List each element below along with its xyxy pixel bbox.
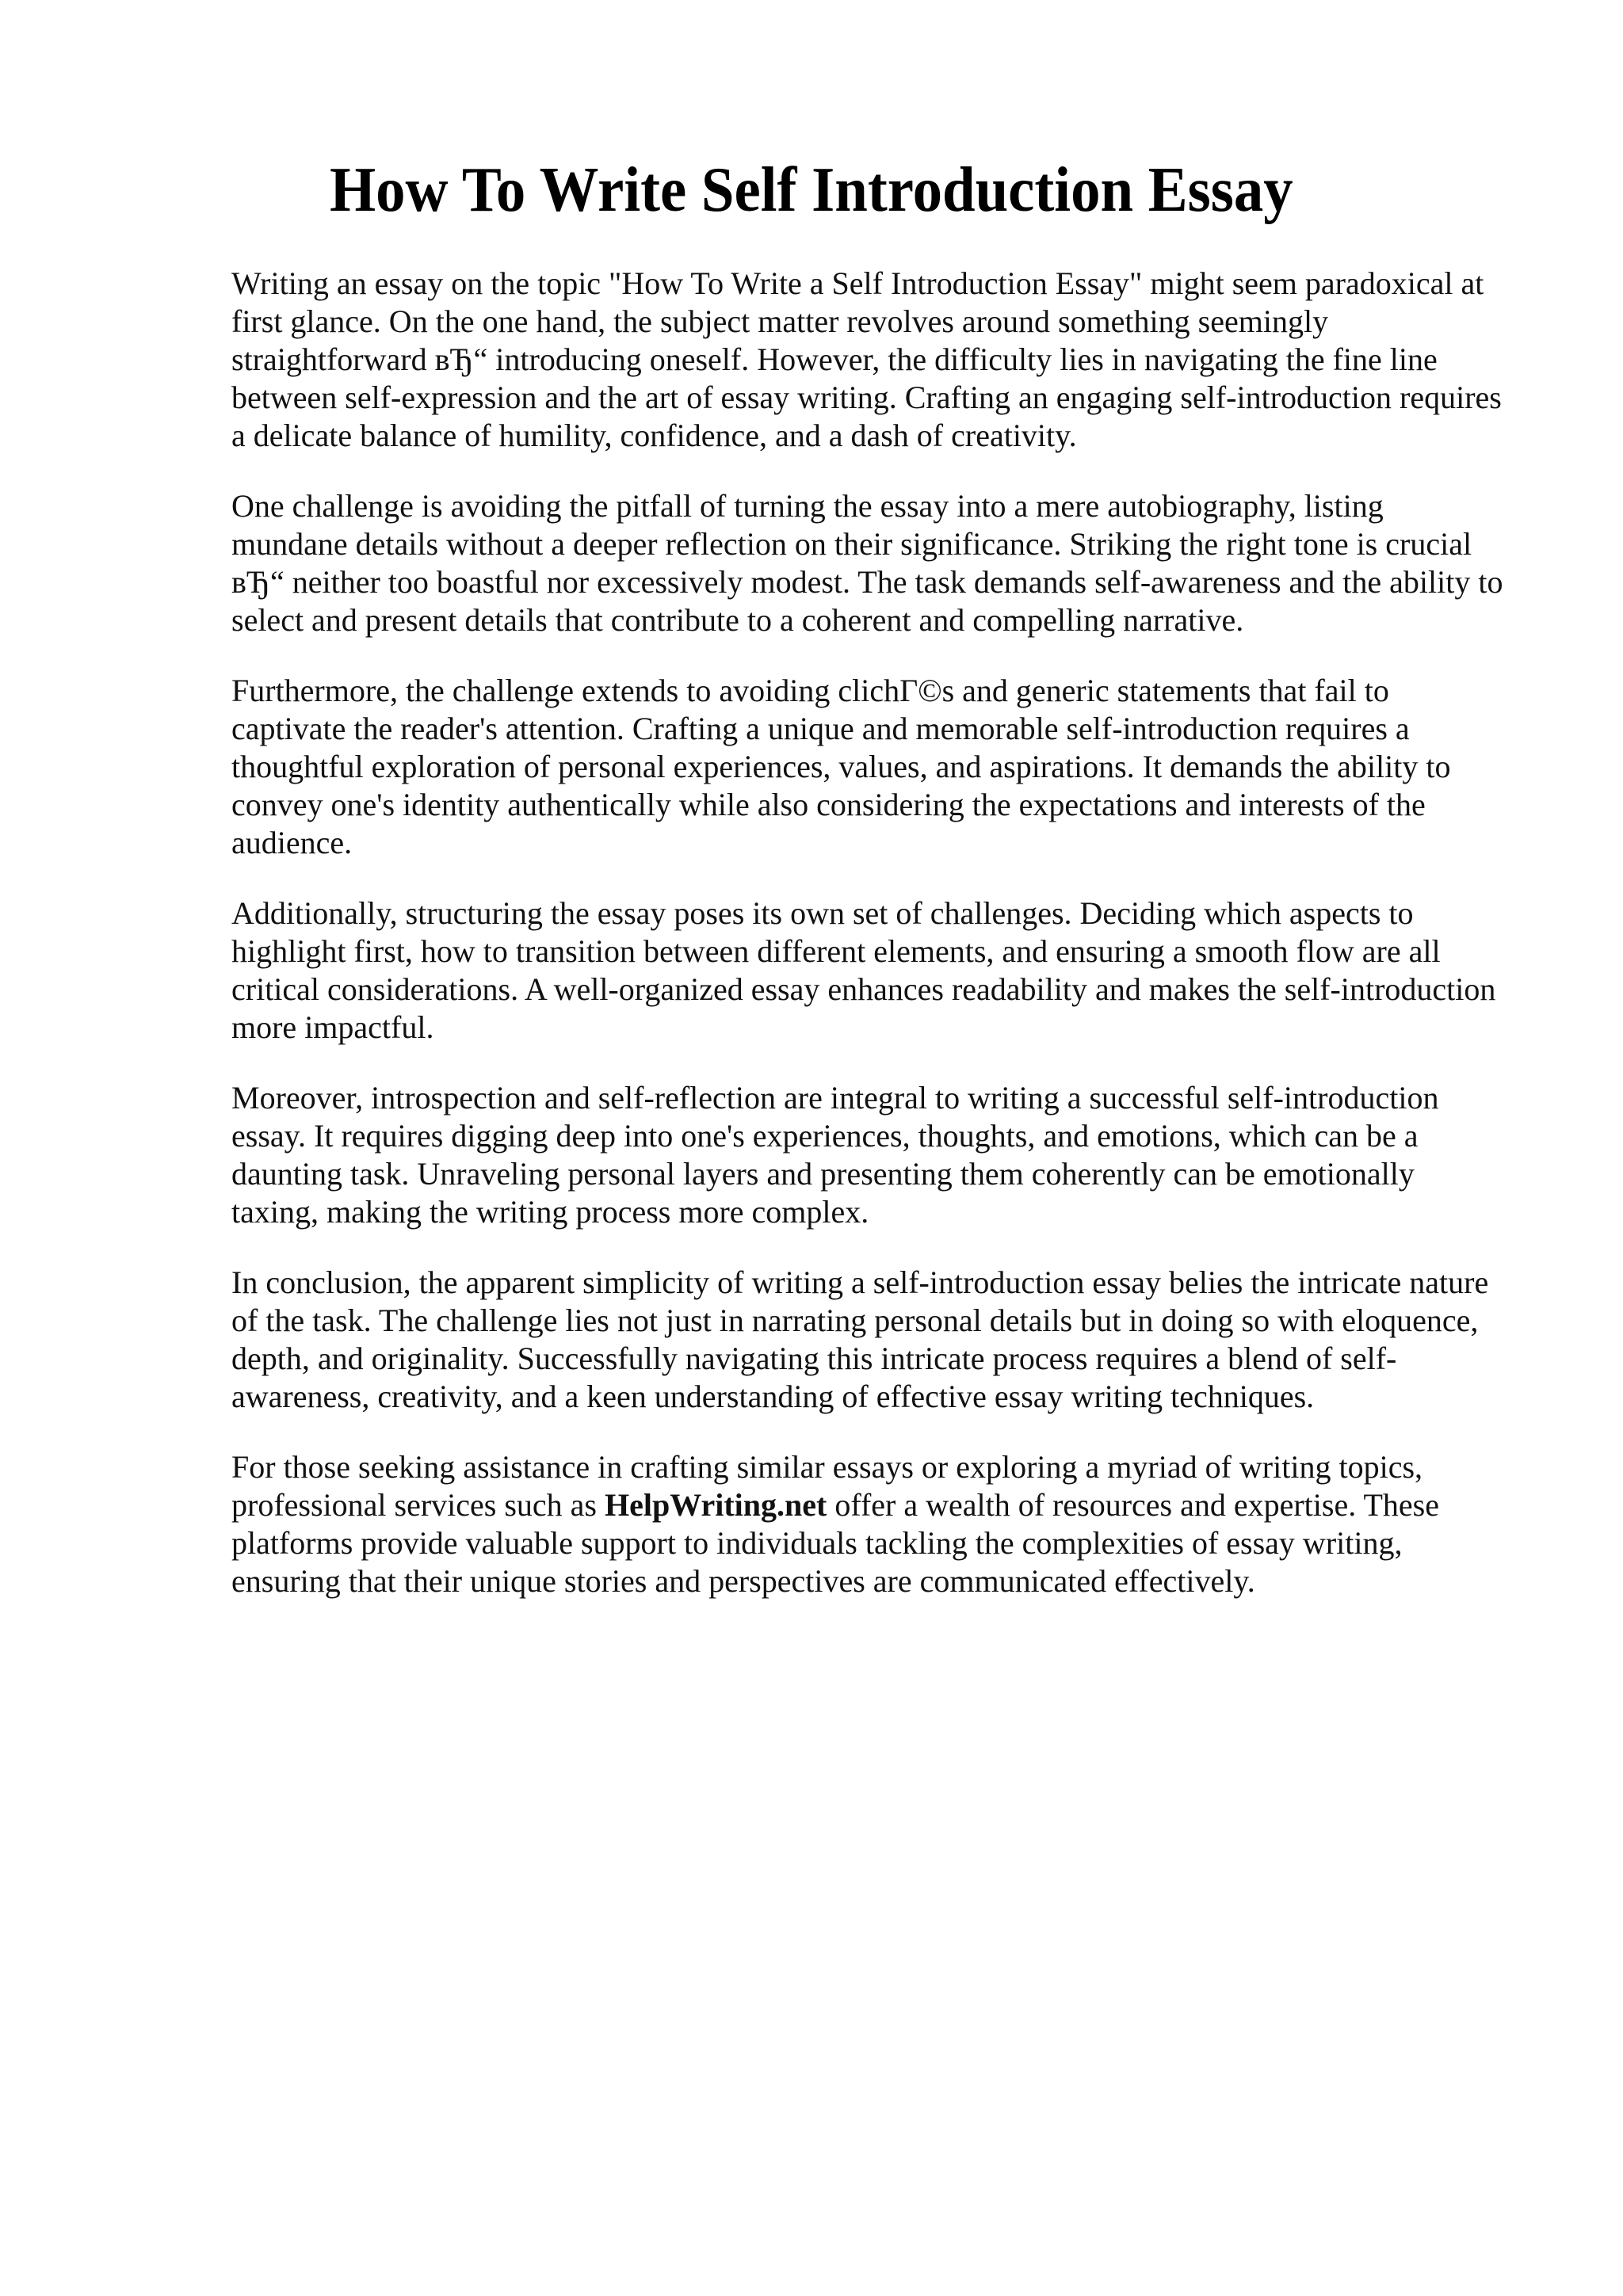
paragraph-2: One challenge is avoiding the pitfall of turning the essay into a mere autobiography, listing mundane details without a deeper reflection on their significance. Striking the right tone is crucial вЂ“ neither too boastful nor excessively modest. The task demands self-awareness and the ability to select and present details that contribute to a coherent and compelling narrative. [231, 488, 1503, 638]
paragraph-1: Writing an essay on the topic "How To Write a Self Introduction Essay" might seem paradoxical at first glance. On the one hand, the subject matter revolves around something seemingly straightforward вЂ“ introducing oneself. However, the difficulty lies in navigating the fine line between self-expression and the art of essay writing. Crafting an engaging self-introduction requires a delicate balance of humility, confidence, and a dash of creativity. [231, 265, 1502, 453]
paragraph-4: Additionally, structuring the essay poses its own set of challenges. Deciding which aspects to highlight first, how to transition between different elements, and ensuring a smooth flow are all critical considerations. A well-organized essay enhances readability and makes the self-introduction more impactful. [231, 895, 1496, 1045]
paragraph-5: Moreover, introspection and self-reflection are integral to writing a successful self-introduction essay. It requires digging deep into one's experiences, thoughts, and emotions, which can be a daunting task. Unraveling personal layers and presenting them coherently can be emotionally taxing, making the writing process more complex. [231, 1080, 1439, 1230]
closing-text-before: For those seeking assistance in crafting similar essays or exploring a myriad of writing topics, professional services such as [231, 1449, 1423, 1523]
paragraph-3: Furthermore, the challenge extends to avoiding clichГ©s and generic statements that fail to captivate the reader's attention. Crafting a unique and memorable self-introduction requires a thoughtful exploration of personal experiences, values, and aspirations. It demands the ability to convey one's identity authentically while also considering the expectations and interests of the audience. [231, 673, 1451, 860]
brand-name: HelpWriting.net [604, 1487, 827, 1523]
paragraph-7-closing [231, 1448, 1507, 1600]
closing-text-after: offer a wealth of resources and expertise. These platforms provide valuable support to individuals tackling the complexities of essay writing, ensuring that their unique stories and perspectives are communicated effectively. [231, 1487, 1439, 1599]
paragraph-6: In conclusion, the apparent simplicity of writing a self-introduction essay belies the intricate nature of the task. The challenge lies not just in narrating personal details but in doing so with eloquence, depth, and originality. Successfully navigating this intricate process requires a blend of self-awareness, creativity, and a keen understanding of effective essay writing techniques. [231, 1264, 1489, 1414]
essay-body [231, 265, 1507, 1633]
page-title: How To Write Self Introduction Essay [329, 155, 1293, 225]
